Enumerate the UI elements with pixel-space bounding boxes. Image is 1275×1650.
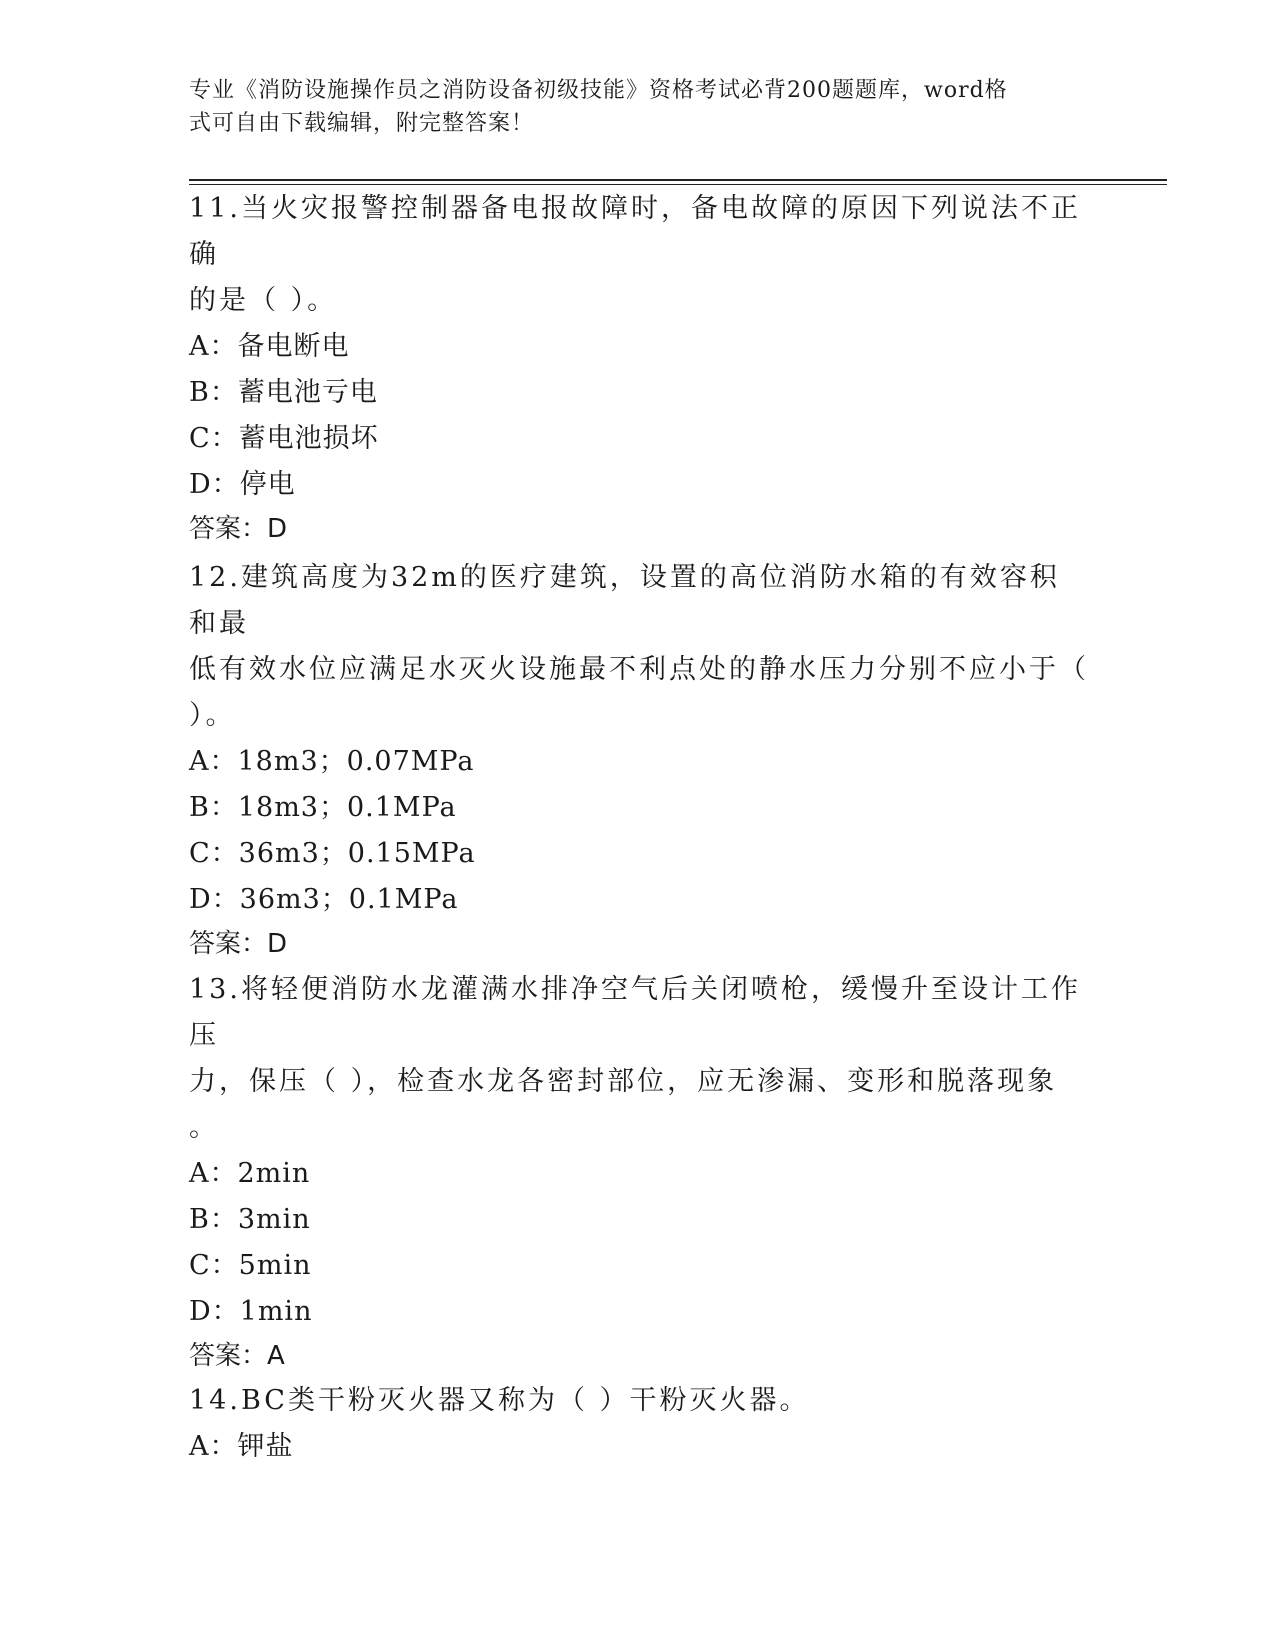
option-a: A：钾盐	[189, 1431, 294, 1462]
question-12	[189, 555, 1089, 965]
option-c: C：36m3；0.15MPa	[189, 838, 476, 869]
option-d: D：1min	[189, 1296, 313, 1327]
answer: 答案：D	[189, 514, 288, 544]
option-a: A：备电断电	[189, 331, 350, 362]
answer: 答案：D	[189, 929, 288, 959]
question-stem-line: 低有效水位应满足水灭火设施最不利点处的静水压力分别不应小于（	[189, 654, 1089, 685]
option-c: C：蓄电池损坏	[189, 423, 379, 454]
header-divider-thick	[189, 179, 1167, 181]
option-b: B：18m3；0.1MPa	[189, 792, 457, 823]
question-stem-line: ）。	[189, 700, 236, 731]
question-stem-line: 14.BC类干粉灭火器又称为（ ）干粉灭火器。	[189, 1385, 810, 1416]
option-a: A：2min	[189, 1158, 311, 1189]
header-divider-thin	[189, 184, 1167, 185]
question-stem-line: 力，保压（ ），检查水龙各密封部位，应无渗漏、变形和脱落现象	[189, 1066, 1058, 1097]
question-11	[189, 186, 1089, 550]
question-14	[189, 1378, 1089, 1470]
question-stem-line: 11.当火灾报警控制器备电报故障时，备电故障的原因下列说法不正确	[189, 193, 1081, 270]
header-line-2: 式可自由下载编辑，附完整答案！	[189, 111, 535, 136]
option-a: A：18m3；0.07MPa	[189, 746, 475, 777]
question-13	[189, 967, 1089, 1377]
document-header	[189, 74, 1069, 140]
option-d: D：停电	[189, 469, 296, 500]
option-d: D：36m3；0.1MPa	[189, 884, 459, 915]
option-b: B：3min	[189, 1204, 311, 1235]
header-line-1: 专业《消防设施操作员之消防设备初级技能》资格考试必背200题题库，word格	[189, 78, 1008, 103]
question-stem-line: 13.将轻便消防水龙灌满水排净空气后关闭喷枪，缓慢升至设计工作压	[189, 974, 1081, 1051]
question-stem-line: 的是（ ）。	[189, 285, 338, 316]
option-c: C：5min	[189, 1250, 312, 1281]
option-b: B：蓄电池亏电	[189, 377, 378, 408]
question-stem-line: 。	[189, 1112, 219, 1143]
answer: 答案：A	[189, 1341, 285, 1371]
question-stem-line: 12.建筑高度为32m的医疗建筑，设置的高位消防水箱的有效容积和最	[189, 562, 1060, 639]
